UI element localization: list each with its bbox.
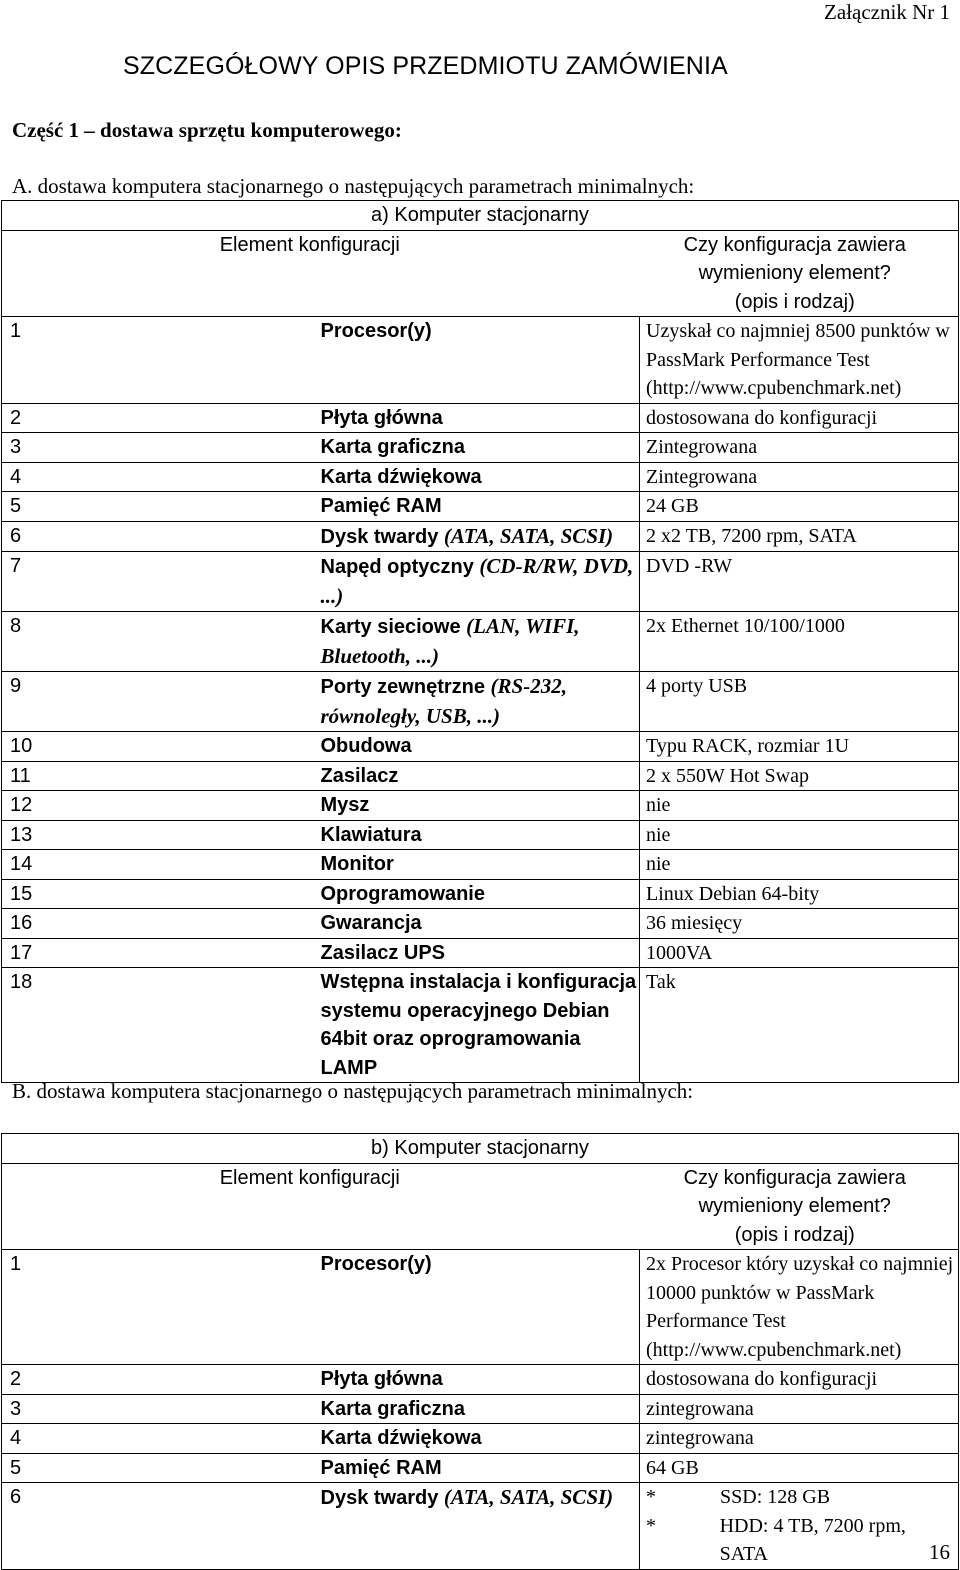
bullet-mark: * [646, 1514, 656, 1537]
row-element-cell [321, 1453, 640, 1483]
row-element-name: Oprogramowanie [320, 882, 485, 905]
row-element-cell [321, 433, 640, 463]
row-number: 5 [2, 492, 321, 522]
table-header-row [2, 230, 959, 317]
row-element-cell [321, 820, 640, 850]
row-value: Uzyskał co najmniej 8500 punktów w PassMark Performance Test (http://www.cpubenchmark.net) [640, 317, 959, 404]
header-element: Element konfiguracji [2, 1163, 640, 1250]
row-value: Linux Debian 64-bity [640, 879, 959, 909]
row-element-cell [321, 909, 640, 939]
row-number: 1 [2, 317, 321, 404]
row-number: 13 [2, 820, 321, 850]
row-element-cell [321, 612, 640, 672]
row-element-name: Karty sieciowe [320, 616, 461, 638]
row-element-name: Dysk twardy [320, 525, 439, 548]
table-row [2, 433, 959, 463]
disk-list-item [646, 1512, 958, 1569]
table-row [2, 879, 959, 909]
row-element-note: (ATA, SATA, SCSI) [443, 1485, 614, 1509]
table-row [2, 732, 959, 762]
row-element-cell [321, 791, 640, 821]
table-row [2, 492, 959, 522]
row-number: 4 [2, 1424, 321, 1454]
row-value: dostosowana do konfiguracji [640, 403, 959, 433]
row-element-name: Pamięć RAM [320, 1456, 442, 1479]
row-element-name: Wstępna instalacja i konfiguracja systemu operacyjnego Debian 64bit oraz oprogramowania LAMP [320, 971, 637, 1079]
row-number: 8 [2, 612, 321, 672]
table-caption: a) Komputer stacjonarny [2, 201, 959, 231]
row-number: 7 [2, 552, 321, 612]
row-number: 4 [2, 462, 321, 492]
page-number: 16 [929, 1540, 950, 1564]
row-element-cell [321, 968, 640, 1083]
table-row [2, 462, 959, 492]
row-element-name: Procesor(y) [320, 320, 432, 342]
row-element-cell [321, 317, 640, 404]
row-element-name: Płyta główna [320, 1368, 443, 1390]
row-element-cell [321, 1365, 640, 1395]
table-caption-row [2, 1134, 959, 1164]
row-element-name: Gwarancja [320, 912, 422, 934]
bullet-mark: * [646, 1486, 656, 1508]
table-row [2, 317, 959, 404]
row-element-cell [321, 879, 640, 909]
row-value: 64 GB [640, 1453, 959, 1483]
row-value: zintegrowana [640, 1424, 959, 1454]
row-element-name: Mysz [320, 794, 370, 816]
table-row [2, 791, 959, 821]
row-number: 16 [2, 909, 321, 939]
row-element-name: Napęd optyczny [320, 556, 474, 578]
header-description-line1: Czy konfiguracja zawiera wymieniony element? [683, 233, 906, 284]
row-number: 6 [2, 1483, 321, 1570]
row-element-note: (CD-R/RW, DVD, ...) [320, 554, 634, 608]
row-element-name: Obudowa [320, 735, 412, 757]
part-title: Część 1 – dostawa sprzętu komputerowego: [12, 118, 402, 142]
row-number: 17 [2, 938, 321, 968]
row-element-name: Klawiatura [320, 823, 422, 846]
row-value: Tak [640, 968, 959, 1083]
table-row [2, 850, 959, 880]
row-value: nie [640, 850, 959, 880]
row-value: 2 x 550W Hot Swap [640, 761, 959, 791]
table-row [2, 938, 959, 968]
table-row [2, 672, 959, 732]
section-a-table [1, 200, 959, 1083]
table-row [2, 1424, 959, 1454]
table-row [2, 1365, 959, 1395]
table-row [2, 820, 959, 850]
row-value: 1000VA [640, 938, 959, 968]
row-element-note: (LAN, WIFI, Bluetooth, ...) [320, 614, 580, 668]
row-number: 6 [2, 521, 321, 552]
header-element: Element konfiguracji [2, 230, 640, 317]
row-element-cell [321, 938, 640, 968]
row-element-name: Karta dźwiękowa [320, 465, 482, 488]
row-value: zintegrowana [640, 1394, 959, 1424]
header-description-line2: (opis i rodzaj) [734, 290, 855, 313]
row-element-cell [321, 521, 640, 552]
table-row [2, 1250, 959, 1365]
row-element-name: Karta dźwiękowa [320, 1427, 482, 1449]
header-description [640, 230, 959, 317]
attachment-label: Załącznik Nr 1 [824, 0, 950, 24]
row-number: 3 [2, 1394, 321, 1424]
row-value: Zintegrowana [640, 462, 959, 492]
table-row [2, 612, 959, 672]
row-number: 15 [2, 879, 321, 909]
row-value [640, 1483, 959, 1570]
row-element-cell [321, 732, 640, 762]
row-element-cell [321, 850, 640, 880]
row-number: 5 [2, 1453, 321, 1483]
table-row [2, 1453, 959, 1483]
row-value: 2x Procesor który uzyskał co najmniej 10000 punktów w PassMark Performance Test (http://www.cpubenchmark.net) [640, 1250, 959, 1365]
disk-spec-text: SSD: 128 GB [720, 1486, 831, 1508]
row-value: 2x Ethernet 10/100/1000 [640, 612, 959, 672]
disk-list-item [646, 1483, 958, 1512]
row-number: 3 [2, 433, 321, 463]
row-number: 18 [2, 968, 321, 1083]
row-element-name: Płyta główna [320, 406, 443, 429]
document-title: SZCZEGÓŁOWY OPIS PRZEDMIOTU ZAMÓWIENIA [123, 52, 728, 80]
row-element-cell [321, 1424, 640, 1454]
row-number: 11 [2, 761, 321, 791]
row-value: 2 x2 TB, 7200 rpm, SATA [640, 521, 959, 552]
row-number: 14 [2, 850, 321, 880]
table-row [2, 403, 959, 433]
row-number: 12 [2, 791, 321, 821]
table-row [2, 521, 959, 552]
table-row [2, 909, 959, 939]
table-row [2, 1394, 959, 1424]
row-number: 10 [2, 732, 321, 762]
row-element-name: Porty zewnętrzne [320, 676, 485, 698]
row-element-cell [321, 1483, 640, 1570]
row-number: 9 [2, 672, 321, 732]
table-header-row [2, 1163, 959, 1250]
header-description-line1: Czy konfiguracja zawiera wymieniony element? [683, 1166, 906, 1217]
row-value: 4 porty USB [640, 672, 959, 732]
row-value: 24 GB [640, 492, 959, 522]
row-element-cell [321, 462, 640, 492]
row-value: nie [640, 791, 959, 821]
row-element-cell [321, 761, 640, 791]
table-caption-row [2, 201, 959, 231]
row-element-name: Zasilacz [320, 764, 399, 787]
row-element-name: Procesor(y) [320, 1253, 432, 1275]
row-element-note: (RS-232, równoległy, USB, ...) [320, 674, 567, 728]
row-element-name: Pamięć RAM [320, 495, 442, 517]
row-element-name: Monitor [320, 853, 394, 875]
row-number: 1 [2, 1250, 321, 1365]
table-row [2, 1483, 959, 1570]
header-description [640, 1163, 959, 1250]
row-element-cell [321, 492, 640, 522]
row-element-name: Dysk twardy [320, 1487, 439, 1509]
row-number: 2 [2, 403, 321, 433]
row-element-cell [321, 1250, 640, 1365]
section-a-intro: A. dostawa komputera stacjonarnego o następujących parametrach minimalnych: [12, 174, 695, 198]
row-element-note: (ATA, SATA, SCSI) [443, 523, 614, 548]
row-value: DVD -RW [640, 552, 959, 612]
header-description-line2: (opis i rodzaj) [734, 1223, 855, 1246]
row-element-cell [321, 403, 640, 433]
table-row [2, 761, 959, 791]
table-caption: b) Komputer stacjonarny [2, 1134, 959, 1164]
row-element-name: Karta graficzna [320, 1397, 465, 1420]
row-element-name: Zasilacz UPS [320, 941, 446, 964]
table-row [2, 968, 959, 1083]
row-value: nie [640, 820, 959, 850]
table-row [2, 552, 959, 612]
row-element-name: Karta graficzna [320, 436, 465, 458]
row-element-cell [321, 672, 640, 732]
row-value: 36 miesięcy [640, 909, 959, 939]
section-b-intro: B. dostawa komputera stacjonarnego o następujących parametrach minimalnych: [12, 1079, 694, 1103]
disk-spec-text: HDD: 4 TB, 7200 rpm, SATA [719, 1514, 906, 1565]
row-value: Typu RACK, rozmiar 1U [640, 732, 959, 762]
row-number: 2 [2, 1365, 321, 1395]
row-value: Zintegrowana [640, 433, 959, 463]
row-element-cell [321, 552, 640, 612]
section-b-table [1, 1133, 959, 1570]
row-value: dostosowana do konfiguracji [640, 1365, 959, 1395]
row-element-cell [321, 1394, 640, 1424]
